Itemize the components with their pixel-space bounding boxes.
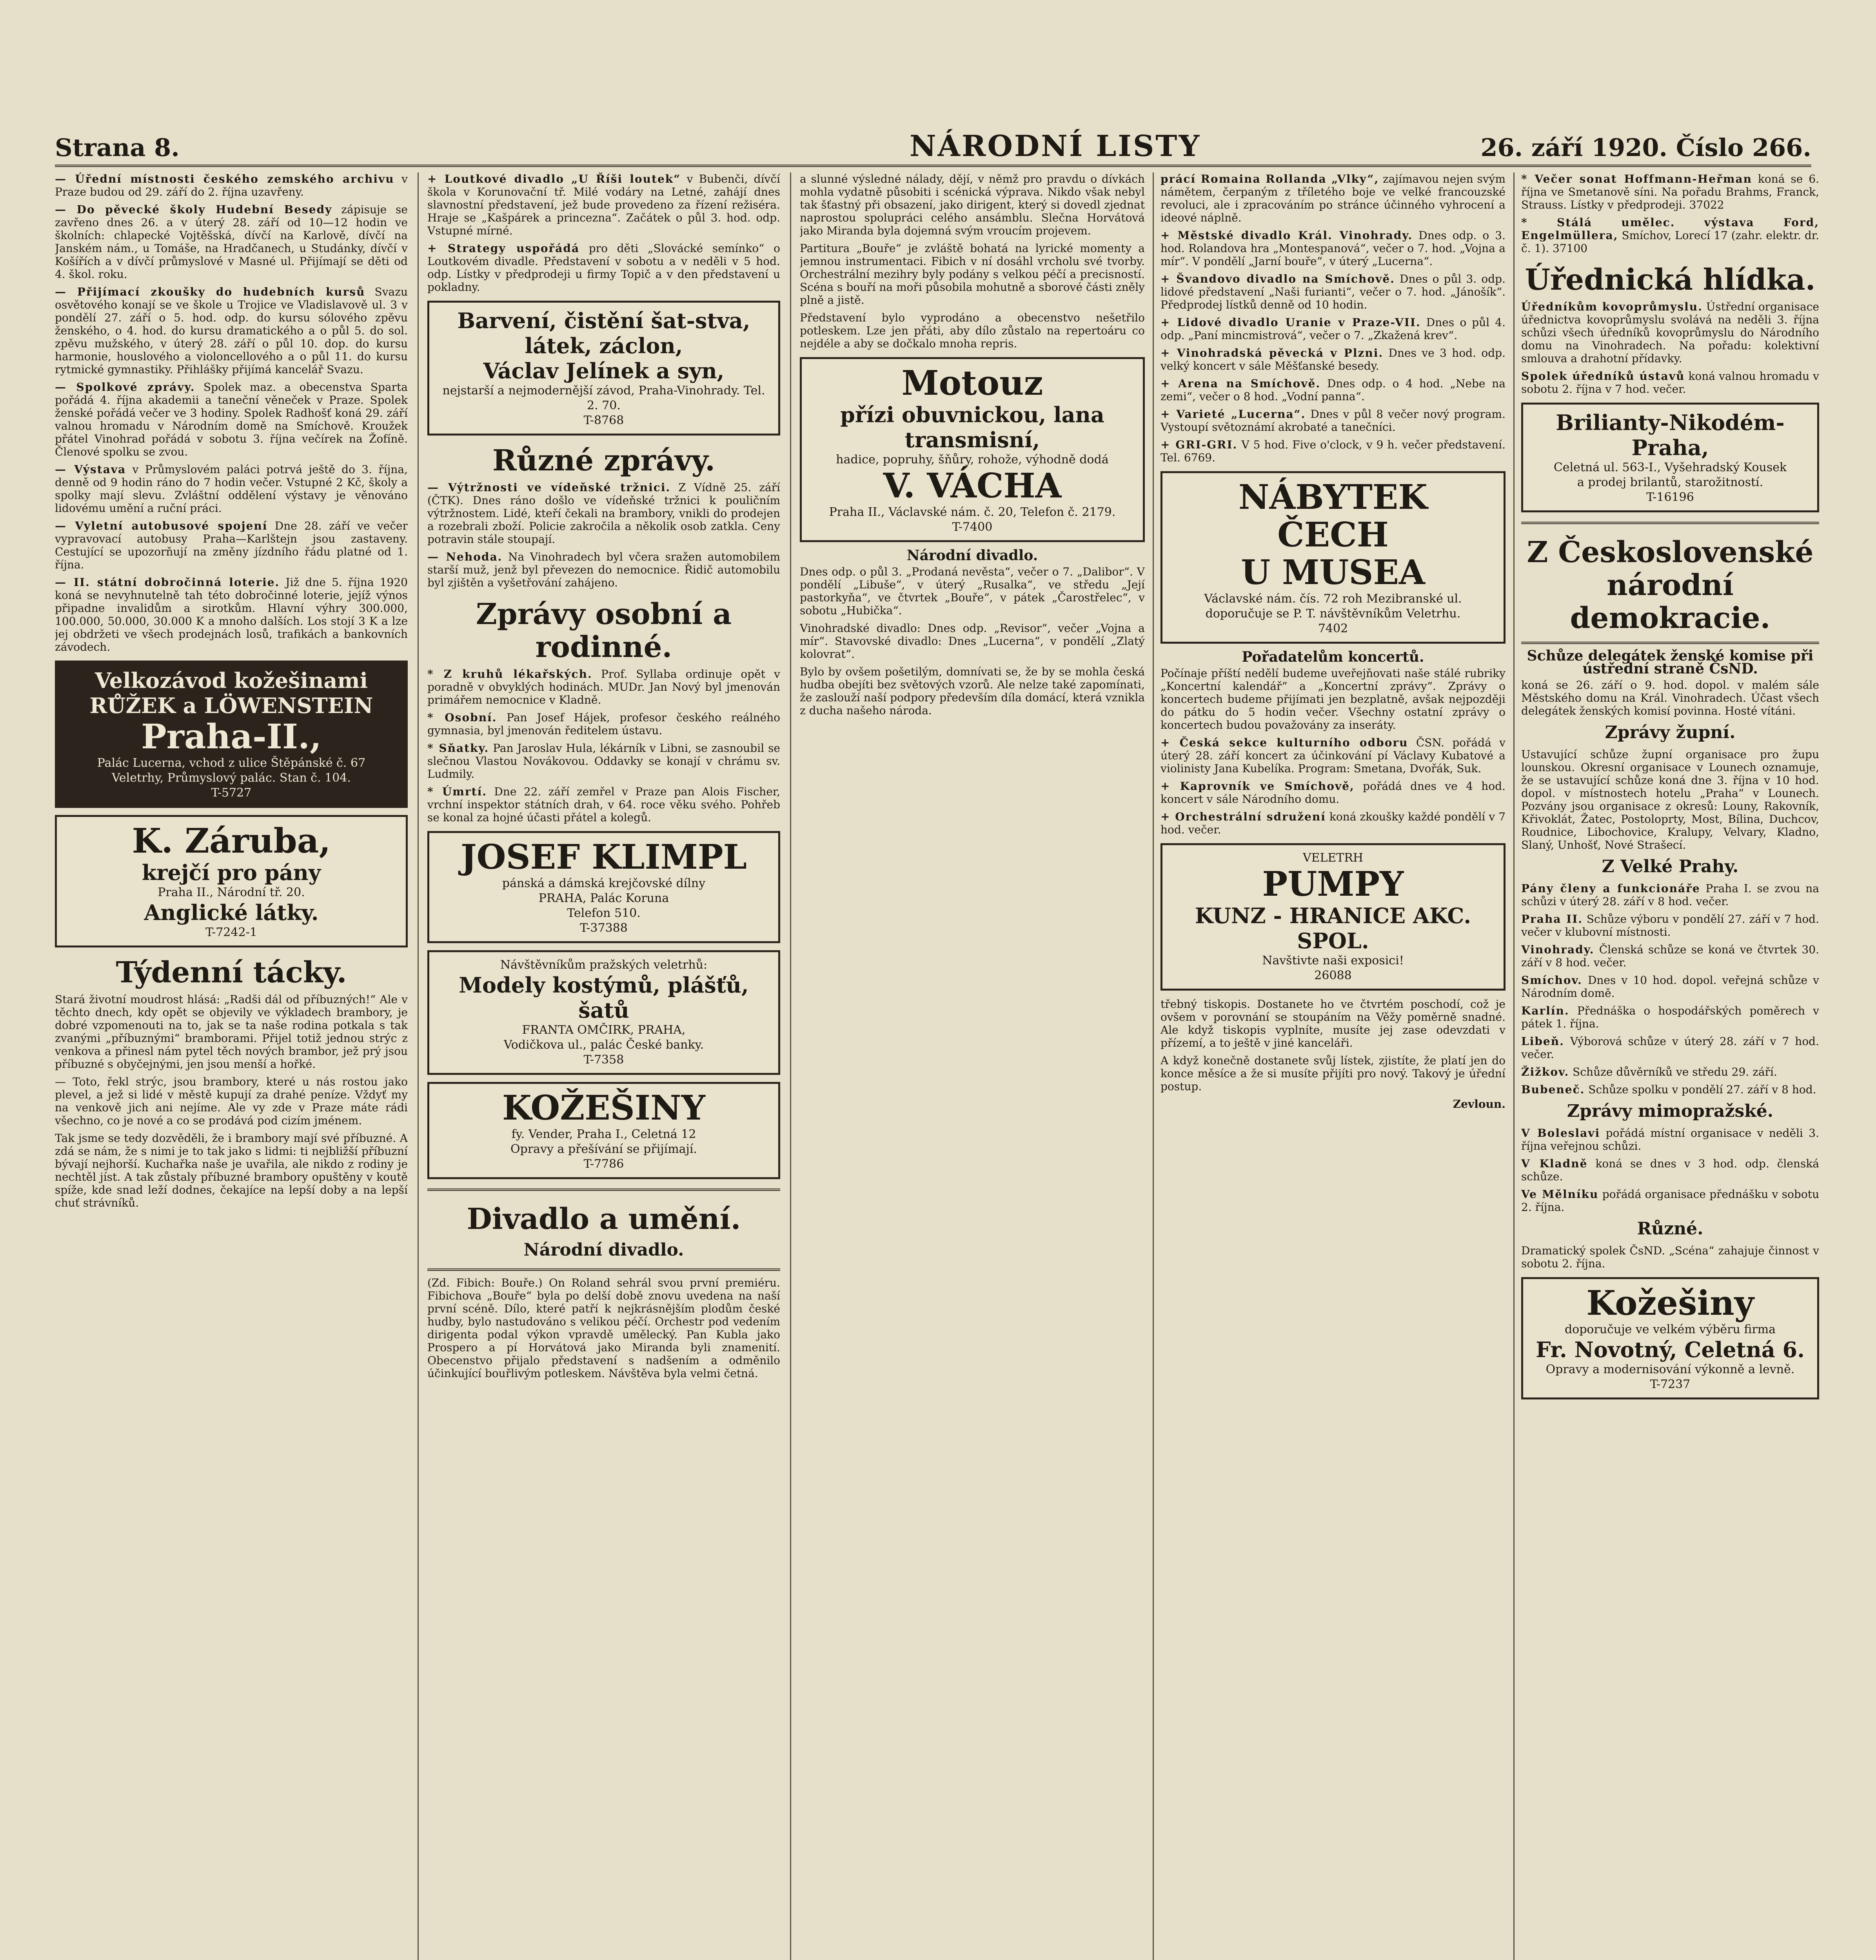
column-rule	[418, 172, 419, 1960]
ad-novotny-furs: Kožešiny doporučuje ve velkém výběru firma Fr. Novotný, Celetná 6. Opravy a modernisování výkonně a levně. T-7237	[1521, 1277, 1819, 1399]
ad-furs-ruzek: Velkozávod kožešinami RŮŽEK a LÖWENSTEIN Praha-II., Palác Lucerna, vchod z ulice Štěpánské č. 67 Veletrhy, Průmyslový palác. Stan č. 104. T-5727	[55, 661, 408, 808]
programme-title: Národní divadlo.	[906, 547, 1038, 564]
music-item: + Orchestrální sdružení koná zkoušky každé pondělí v 7 hod. večer.	[1160, 810, 1506, 836]
concerts-text: Počínaje příští nedělí budeme uveřejňovati naše stálé rubriky „Koncertní kalendář“ a „Koncertní zprávy“. Zprávy o koncertech budeme přijímati jen bezplatně, avšak nejpozději do pátku do 5 hodin večer. Všechny ostatní zprávy o koncertech budou považovány za inseráty.	[1160, 667, 1506, 731]
theatre-review: (Zd. Fibich: Bouře.) On Roland sehrál svou první premiéru. Fibichova „Bouře“ byla po delší době znovu uvedena na naší první scéně. Dílo, které patří k nejkrásnějším plodům české hudby, bylo nastudováno s velikou péčí. Orchestr pod vedením dirigenta podal výkon vpravdě umělecký. Pan Kubla jako Prospero a pí Horvátová jako Miranda byli znamenití. Obecenstvo přijalo představení s nadšením a odměnilo účinkující bouřlivým potleskem. Návštěva byla velmi četná.	[427, 1276, 780, 1380]
ad-pumpy-kunz: VELETRH PUMPY KUNZ - HRANICE AKC. SPOL. Navštivte naši exposici! 26088	[1160, 843, 1506, 991]
weekly-paragraph: Stará životní moudrost hlásá: „Radši dál od příbuzných!“ Ale v těchto dnech, kdy opět se objevily ve výkladech brambory, je dobré vzpomenouti na to, jak se ta naše rodina potkala s tak zvanými „příbuznými“ bramborami. Přijel totiž jednou strýc z venkova a přinesl nám pytel těch nových brambor, jež prý jsou příbuzné s obyčejnými, jen jsou menší a hořké.	[55, 993, 408, 1071]
theatre-item: + Lidové divadlo Uranie v Praze-VII. Dnes o půl 4. odp. „Paní mincmistrová“, večer o 7. „Zkažená krev“.	[1160, 316, 1506, 342]
personal-item: * Osobní. Pan Josef Hájek, profesor českého reálného gymnasia, byl jmenován ředitelem ústavu.	[427, 711, 780, 737]
news-item: — Do pěvecké školy Hudební Besedy zápisuje se zavřeno dnes 26. a v úterý 28. září od 10—12 hodin ve školních: chlapecké Vojtěšská, dívčí na Karlově, dívčí na Janském nám., u Tomáše, na Hradčanech, u Studánky, dívčí v Košířích a v dívčí průmyslové v Masné ul. Přijímají se děti od 4. škol. roku.	[55, 203, 408, 281]
misc-news-title: Různé zprávy.	[492, 444, 715, 477]
outside-prague-title: Zprávy mimopražské.	[1567, 1101, 1774, 1121]
news-item: — Spolkové zprávy. Spolek maz. a obecenstva Sparta pořádá 4. října akademii a taneční věneček v Praze. Spolek ženské pořádá večer ve 3 hodiny. Spolek Radhošť koná 29. září valnou hromadu v Národním domě na Smíchově. Kroužek přátel Vinohrad pořádá v sobotu 3. října večírek na Žofíně. Členové spolku se zvou.	[55, 381, 408, 458]
theatre-item: + GRI-GRI. V 5 hod. Five o'clock, v 9 h. večer představení. Tel. 6769.	[1160, 438, 1506, 464]
theatre-item: + Varieté „Lucerna“. Dnes v půl 8 večer nový program. Vystoupí světoznámí akrobaté a tanečníci.	[1160, 408, 1506, 434]
personal-item: * Z kruhů lékařských. Prof. Syllaba ordinuje opět v poradně v obvyklých hodinách. MUDr. Jan Nový byl jmenován primářem nemocnice v Kladně.	[427, 668, 780, 706]
news-item: — Vyletní autobusové spojení Dne 28. září ve večer vypravovací autobusy Praha—Karlštejn jsou zastaveny. Cestující se upozorňují na změny jízdního řádu platné od 1. října.	[55, 519, 408, 571]
prague-item: Žižkov. Schůze důvěrníků ve středu 29. září.	[1521, 1065, 1777, 1078]
column-5	[1521, 172, 1819, 1960]
theatre-item: + Městské divadlo Král. Vinohrady. Dnes odp. o 3. hod. Rolandova hra „Montespanová“, večer o 7. hod. „Vojna a mír“. V pondělí „Jarní bouře“, v úterý „Lucerna“.	[1160, 229, 1506, 268]
office-item: Spolek úředníků ústavů koná valnou hromadu v sobotu 2. října v 7 hod. večer.	[1521, 370, 1819, 396]
news-item: — Výtržnosti ve vídeňské tržnici. Z Vídně 25. září (ČTK). Dnes ráno došlo ve vídeňské tržnici k pouličním výtržnostem. Lidé, kteří čekali na brambory, vnikli do prodejen a rozebrali zboží. Policie zakročila a několik osob zatkla. Ceny potravin stále stoupají.	[427, 481, 780, 546]
column-3	[800, 172, 1145, 1960]
programme-text: Dnes odp. o půl 3. „Prodaná nevěsta“, večer o 7. „Dalibor“. V pondělí „Libuše“, v úterý „Rusalka“, ve středu „Její pastorkyňa“, ve čtvrtek „Bouře“, v pátek „Čarostřelec“, v sobotu „Hubička“.	[800, 565, 1145, 617]
prague-item: Pány členy a funkcionáře Praha I. se zvou na schůzi v úterý 28. září v 8 hod. večer.	[1521, 882, 1819, 908]
announcement: * Večer sonat Hoffmann-Heřman koná se 6. října ve Smetanově síni. Na pořadu Brahms, Franck, Strauss. Lístky v předprodeji. 37022	[1521, 172, 1819, 211]
page-header	[55, 129, 1811, 167]
outside-item: V Boleslavi pořádá místní organisace v neděli 3. října veřejnou schůzi.	[1521, 1127, 1819, 1152]
personal-item: * Úmrtí. Dne 22. září zemřel v Praze pan Alois Fischer, vrchní inspektor státních drah, v 64. roce věku svého. Pohřeb se konal za hojné účasti přátel a kolegů.	[427, 785, 780, 824]
weekly-paragraph: — Toto, řekl strýc, jsou brambory, které u nás rostou jako plevel, a jež si lidé v městě kupují za drahé peníze. Vždyť my na venkově jich ani nejíme. Ale vy zde v Praze máte rádi všechno, co je nové a co se prodává pod cizím jménem.	[55, 1075, 408, 1127]
theatre-item: + Vinohradská pěvecká v Plzni. Dnes ve 3 hod. odp. velký koncert v sále Měšťanské besedy.	[1160, 347, 1506, 372]
column-rule	[790, 172, 791, 1960]
news-item: — Nehoda. Na Vinohradech byl včera sražen automobilem starší muž, jenž byl převezen do nemocnice. Řidič automobilu byl zjištěn a vyšetřování zahájeno.	[427, 550, 780, 589]
issue-date: 26. září 1920. Číslo 266.	[1480, 133, 1811, 162]
misc-text: Dramatický spolek ČsND. „Scéna“ zahajuje činnost v sobotu 2. října.	[1521, 1244, 1819, 1270]
news-item: — Výstava v Průmyslovém paláci potrvá ještě do 3. října, denně od 9 hodin ráno do 7 hodin večer. Vstupné 2 Kč, školy a spolky mají slevu. Zvláštní oddělení výstavy je věnováno lidovému umění a ruční práci.	[55, 463, 408, 515]
theatre-title: Divadlo a umění.	[467, 1202, 741, 1236]
theatre-subtitle: Národní divadlo.	[523, 1240, 684, 1260]
news-item: + Strategy uspořádá pro děti „Slovácké semínko“ o Loutkovém divadle. Představení v sobotu a v neděli v 5 hod. odp. Lístky v předprodeji u firmy Topič a v den představení u pokladny.	[427, 242, 780, 294]
author-signature: Zevloun.	[1453, 1098, 1506, 1111]
ad-zaruba: K. Záruba, krejčí pro pány Praha II., Národní tř. 20. Anglické látky. T-7242-1	[55, 815, 408, 947]
feuilleton-paragraph: A když konečně dostanete svůj lístek, zjistíte, že platí jen do konce měsíce a že si musíte přijíti pro nový. Takový je úřední postup.	[1160, 1054, 1506, 1093]
weekly-title: Týdenní tácky.	[116, 956, 347, 989]
party-section	[1521, 522, 1819, 644]
outside-item: Ve Mělníku pořádá organisace přednášku v sobotu 2. října.	[1521, 1188, 1819, 1214]
greater-prague-title: Z Velké Prahy.	[1602, 857, 1739, 877]
outside-item: V Kladně koná se dnes v 3 hod. odp. členská schůze.	[1521, 1157, 1819, 1183]
weekly-paragraph: Tak jsme se tedy dozvěděli, že i brambory mají své příbuzné. A zdá se nám, že s nimi je to tak jako s lidmi: ti nejbližší příbuzní bývají nejhorší. Kuchařka naše je uvařila, ale nikdo z rodiny je nechtěl jíst. A tak zůstaly příbuzné brambory opuštěny v koutě spíže, kde snad leží dodnes, čekajíce na lepší doby a na lepší chuť strávníků.	[55, 1132, 408, 1209]
news-item: + Loutkové divadlo „U Říši loutek“ v Bubenči, dívčí škola v Korunovační tř. Milé vodáry na Letné, zahájí dnes slavnostní představení, jež bude provedeno za řízení režiséra. Hraje se „Kašpárek a princezna“. Začátek o půl 3. hod. odp. Vstupné mírné.	[427, 172, 780, 237]
review-paragraph: Partitura „Bouře“ je zvláště bohatá na lyrické momenty a jemnou instrumentaci. Fibich v ní dosáhl vrcholu své tvorby. Orchestrální mezihry byly podány s velkou péčí a precisností. Scéna s bouří na moři působila mohutně a sborové části zněly plně a jistě.	[800, 242, 1145, 307]
news-item: — Úřední místnosti českého zemského archivu v Praze budou od 29. září do 2. října uzavřeny.	[55, 172, 408, 198]
office-title: Úřednická hlídka.	[1525, 263, 1816, 297]
lottery-item: — II. státní dobročinná loterie. Již dne 5. října 1920 koná se nevyhnutelně tah této dobročinné loterie, jejíž výnos připadne invalidům a sirotkům. Hlavní výhry 300.000, 100.000, 50.000, 30.000 K a mnoho dalších. Los stojí 3 K a lze jej obdržeti ve všech prodejnách losů, trafikách a bankovních závodech.	[55, 576, 408, 653]
ad-briliant: Brilianty-Nikodém-Praha, Celetná ul. 563-I., Vyšehradský Kousek a prodej brilantů, starožitností. T-16196	[1521, 403, 1819, 512]
prague-item: Vinohrady. Členská schůze se koná ve čtvrtek 30. září v 8 hod. večer.	[1521, 943, 1819, 969]
theatre-item: + Arena na Smíchově. Dnes odp. o 4 hod. „Nebe na zemi“, večer o 8 hod. „Vodní panna“.	[1160, 377, 1506, 403]
feuilleton-paragraph: třebný tiskopis. Dostanete ho ve čtvrtém poschodí, což je ovšem v porovnání se stoupáním na Věžy poměrně snadné. Ale když tiskopis vyplníte, musíte jej zase odevzdati v přízemí, a to ještě v jiné kanceláři.	[1160, 998, 1506, 1049]
masthead-title: NÁRODNÍ LISTY	[910, 129, 1201, 163]
news-item: — Přijímací zkoušky do hudebních kursů Svazu osvětového konají se ve škole u Trojice ve Vladislavově ul. 3 v pondělí 27. září o 5. hod. odp. do kursu sólového zpěvu ženského, o 4. hod. do kursu dramatického a o půl 5. do sol. zpěvu mužského, v úterý 28. září o půl 10. dop. do kursu harmonie, houslového a violoncellového a o půl 11. do kursu rytmické gymnastiky. Přihlášky přijímá kancelář Svazu.	[55, 285, 408, 376]
column-2	[427, 172, 780, 1960]
review-paragraph: a slunné výsledné nálady, dějí, v němž pro pravdu o dívkách mohla vydatně působiti i scénická výprava. Nikdo však nebyl tak šťastný při obsazení, jako dirigent, který si dovedl zjednat naprostou spolupráci celého ansámblu. Slečna Horvátová jako Miranda byla dojemná svým vroucím projevem.	[800, 172, 1145, 237]
prague-item: Libeň. Výborová schůze v úterý 28. září v 7 hod. večer.	[1521, 1035, 1819, 1061]
prague-item: Bubeneč. Schůze spolku v pondělí 27. září v 8 hod.	[1521, 1083, 1816, 1096]
theatre-section	[427, 1189, 780, 1271]
prague-item: Praha II. Schůze výboru v pondělí 27. září v 7 hod. večer v klubovní místnosti.	[1521, 913, 1819, 938]
ad-omcirk: Návštěvníkům pražských veletrhů: Modely kostýmů, plášťů, šatů FRANTA OMČIRK, PRAHA, Vodičkova ul., palác České banky. T-7358	[427, 950, 780, 1075]
regional-title: Zprávy župní.	[1605, 722, 1736, 742]
personal-title: Zprávy osobní a rodinné.	[476, 597, 732, 664]
ad-klimpl: JOSEF KLIMPL pánská a dámská krejčovské dílny PRAHA, Palác Koruna Telefon 510. T-37388	[427, 831, 780, 943]
music-item: + Česká sekce kulturního odboru ČSN. pořádá v úterý 28. září koncert za účinkování pí Václavy Kubatové a violinisty Jana Kubelíka. Program: Smetana, Dvořák, Suk.	[1160, 736, 1506, 775]
regional-text: Ustavující schůze župní organisace pro župu lounskou. Okresní organisace v Lounech oznamuje, že se ustavující schůze koná dne 3. října v 10 hod. dopol. v místnostech hotelu „Praha“ v Lounech. Pozvány jsou organisace z okresů: Louny, Rakovník, Křivoklát, Žatec, Postoloprty, Most, Bílina, Duchcov, Roudnice, Libochovice, Kralupy, Velvary, Kladno, Slaný, Unhošť, Nové Strašecí.	[1521, 748, 1819, 851]
column-4	[1160, 172, 1506, 1960]
column-rule	[1513, 172, 1515, 1960]
office-item: Úředníkům kovoprůmyslu. Ústřední organisace úřednictva kovoprůmyslu svolává na neděli 3. října schůzi všech úředníků kovoprůmyslu do Národního domu na Vinohradech. Na pořadu: kolektivní smlouva a drahotní přídavky.	[1521, 300, 1819, 365]
ad-vender-furs: KOŽEŠINY fy. Vender, Praha I., Celetná 12 Opravy a přešívání se přijímají. T-7786	[427, 1082, 780, 1179]
misc-title: Různé.	[1637, 1219, 1703, 1239]
prague-item: Karlín. Přednáška o hospodářských poměrech v pátek 1. října.	[1521, 1004, 1819, 1030]
music-item: + Kaprovník ve Smíchově, pořádá dnes ve 4 hod. koncert v sále Národního domu.	[1160, 780, 1506, 806]
programme-more: Vinohradské divadlo: Dnes odp. „Revisor“, večer „Vojna a mír“. Stavovské divadlo: Dnes „Lucerna“, v pondělí „Zlatý kolovrat“.	[800, 622, 1145, 661]
party-subtitle: Schůze delegátek ženské komise při ústřední straně ČsND.	[1527, 648, 1814, 677]
prague-item: Smíchov. Dnes v 10 hod. dopol. veřejná schůze v Národním domě.	[1521, 974, 1819, 1000]
column-1	[55, 172, 408, 1960]
review-paragraph: Představení bylo vyprodáno a obecenstvo nešetřilo potleskem. Lze jen přáti, aby dílo zůstalo na repertoáru co nejdéle a aby se dočkalo mnoha repris.	[800, 311, 1145, 350]
personal-item: * Sňatky. Pan Jaroslav Hula, lékárník v Libni, se zasnoubil se slečnou Vlastou Novákovou. Oddavky se konají v chrámu sv. Ludmily.	[427, 742, 780, 780]
column-rule	[1153, 172, 1154, 1960]
theatre-item: + Švandovo divadlo na Smíchově. Dnes o půl 3. odp. lidové představení „Naši furianti“, večer o 7. hod. „Jánošík“. Předprodej lístků denně od 10 hodin.	[1160, 272, 1506, 311]
theatre-item: prácí Romaina Rollanda „Vlky“, zajímavou nejen svým námětem, čerpaným z tříletého boje ve velké francouzské revoluci, ale i zpracováním po stránce účinného vyhrocení a ideové náplně.	[1160, 172, 1506, 224]
party-text: koná se 26. září o 9. hod. dopol. v malém sále Městského domu na Král. Vinohradech. Účast všech delegátek ženských komisí povinna. Hosté vítáni.	[1521, 679, 1819, 717]
page-number: Strana 8.	[55, 133, 180, 162]
ad-jelinek: Barvení, čistění šat-stva, látek, záclon, Václav Jelínek a syn, nejstarší a nejmodernější závod, Praha-Vinohrady. Tel. 2. 70. T-8768	[427, 301, 780, 436]
announcement: * Stálá umělec. výstava Ford, Engelmüllera, Smíchov, Lorecí 17 (zahr. elektr. dr. č. 1). 37100	[1521, 216, 1819, 255]
programme-more: Bylo by ovšem pošetilým, domnívati se, že by se mohla česká hudba obejíti bez světových vzorů. Ale nelze také zapomínati, že zaslouží naší podpory především díla domácí, která vznikla z ducha našeho národa.	[800, 665, 1145, 717]
party-title: Z Československé národní demokracie.	[1527, 535, 1814, 635]
ad-motouz-vacha: Motouz přízi obuvnickou, lana transmisní, hadice, popruhy, šňůry, rohože, výhodně dodá V. VÁCHA Praha II., Václavské nám. č. 20, Telefon č. 2179. T-7400	[800, 357, 1145, 542]
ad-nabytek: NÁBYTEK ČECH U MUSEA Václavské nám. čís. 72 roh Mezibranské ul. doporučuje se P. T. návštěvníkům Veletrhu. 7402	[1160, 471, 1506, 644]
concerts-title: Pořadatelům koncertů.	[1242, 649, 1424, 665]
